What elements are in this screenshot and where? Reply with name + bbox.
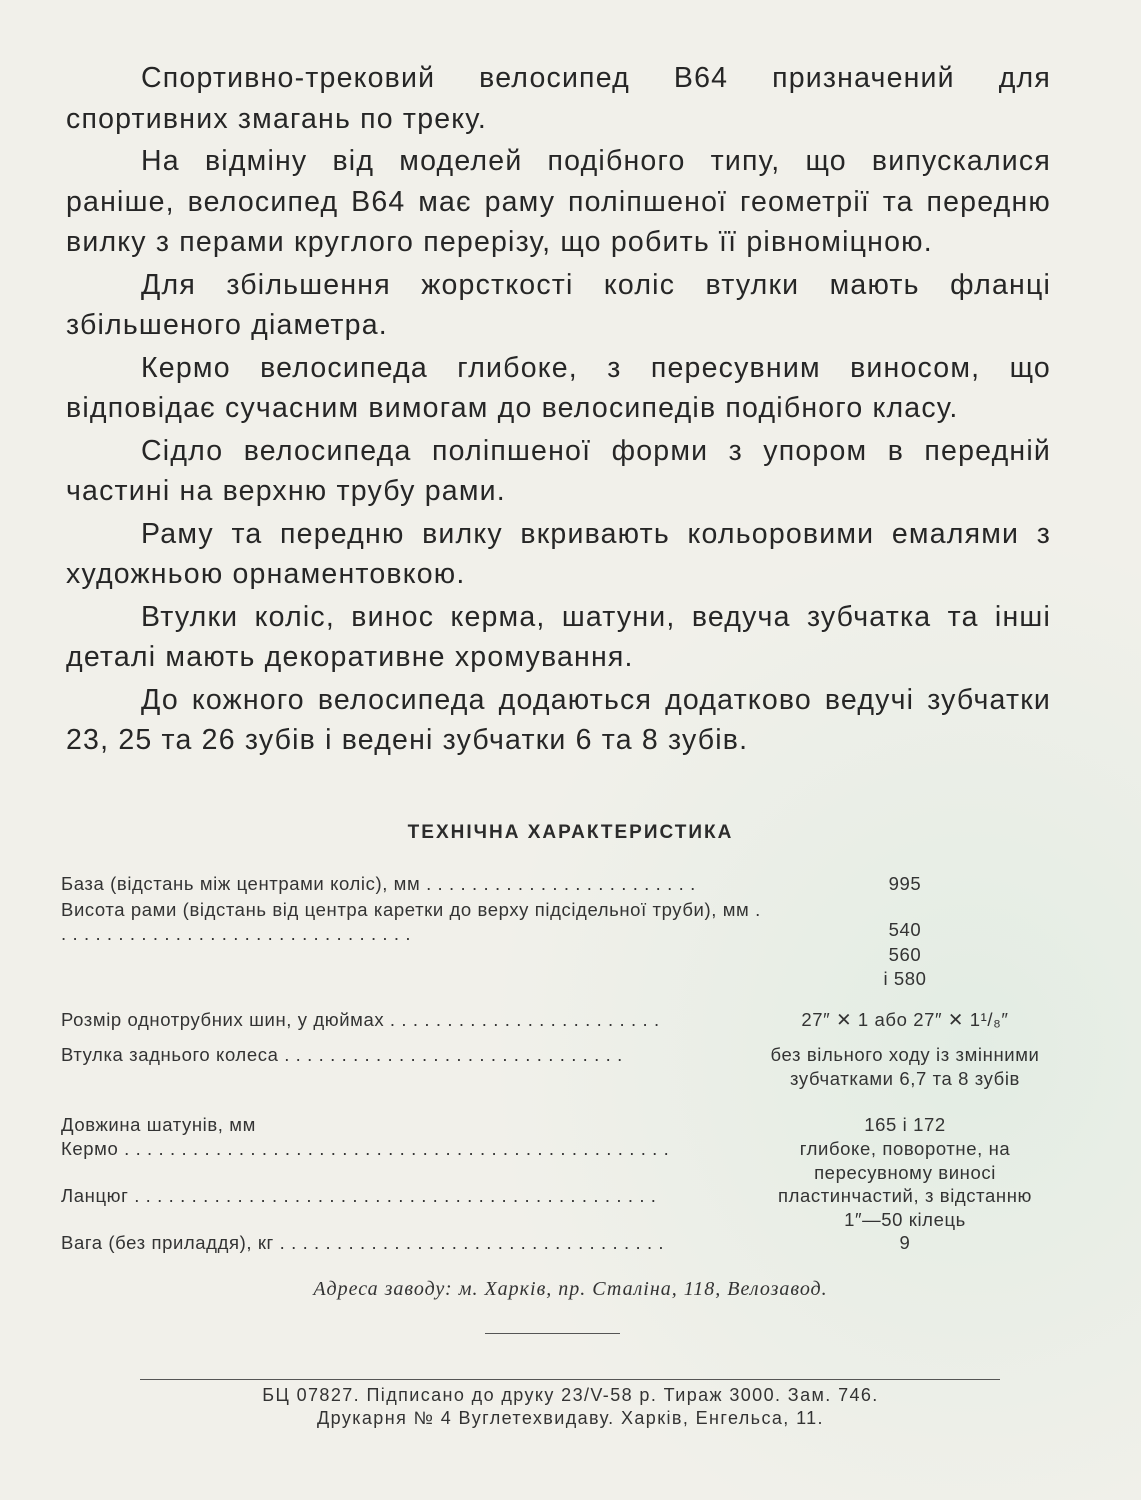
spec-label: Втулка заднього колеса . . . . . . . . . . . . . . . . . . . . . . . . . . . . . . — [61, 1044, 623, 1065]
spec-value: 540 560 і 580 — [883, 919, 927, 989]
paragraph: Раму та передню вилку вкривають кольоровими емалями з художньою орнаментовкою. — [66, 517, 1051, 590]
spec-value: пластинчастий, з відстанню 1″—50 кілець — [777, 1185, 1033, 1230]
description-text — [66, 58, 1051, 763]
spec-value: 995 — [888, 873, 922, 894]
spec-label: Довжина шатунів, мм — [61, 1114, 256, 1135]
factory-address: Адреса заводу: м. Харків, пр. Сталіна, 118, Велозавод. — [313, 1278, 828, 1300]
paragraph: Спортивно-трековий велосипед В64 призначений для спортивних змагань по треку. — [66, 62, 1051, 135]
spec-label: Висота рами (відстань від центра каретки до верху підсідельної труби), мм . . . . . . . . . . . . . . . . . . . . . . . . . . . . . . . . — [61, 899, 761, 944]
paragraph: Втулки коліс, винос керма, шатуни, ведуча зубчатка та інші деталі мають декоративне хромування. — [66, 600, 1051, 673]
spec-value: 165 і 172 — [864, 1114, 946, 1135]
imprint-line: БЦ 07827. Підписано до друку 23/V-58 р. Тираж 3000. Зам. 746. — [262, 1385, 879, 1405]
paragraph: Сідло велосипеда поліпшеної форми з упором в передній частині на верхню трубу рами. — [66, 434, 1051, 507]
spec-label: Розмір однотрубних шин, у дюймах . . . . . . . . . . . . . . . . . . . . . . . . — [61, 1009, 660, 1030]
spec-label: Вага (без приладдя), кг . . . . . . . . . . . . . . . . . . . . . . . . . . . . . . . . . . — [61, 1232, 665, 1253]
spec-value: глибоке, поворотне, на пересувному виносі — [799, 1138, 1011, 1183]
spec-label: Ланцюг . . . . . . . . . . . . . . . . . . . . . . . . . . . . . . . . . . . . . . . . . . . . . . — [61, 1185, 657, 1206]
spec-label: База (відстань між центрами коліс), мм . . . . . . . . . . . . . . . . . . . . . . . . — [61, 873, 696, 894]
paragraph: На відміну від моделей подібного типу, що випускалися раніше, велосипед В64 має раму поліпшеної геометрії та передню вилку з перами круглого перерізу, що робить її рівноміцною. — [66, 145, 1051, 258]
specs-heading: ТЕХНІЧНА ХАРАКТЕРИСТИКА — [407, 822, 734, 843]
spec-value: без вільного ходу із змінними зубчатками 6,7 та 8 зубів — [770, 1044, 1040, 1089]
spec-value: 27″ ✕ 1 або 27″ ✕ 1¹/₈″ — [801, 1009, 1009, 1030]
short-divider — [485, 1333, 620, 1334]
paragraph: Кермо велосипеда глибоке, з пересувним виносом, що відповідає сучасним вимогам до велосипедів подібного класу. — [66, 351, 1051, 424]
imprint-line: Друкарня № 4 Вуглетехвидаву. Харків, Енгельса, 11. — [317, 1408, 824, 1428]
spec-value: 9 — [899, 1232, 911, 1253]
long-divider — [140, 1379, 1000, 1380]
paragraph: До кожного велосипеда додаються додатково ведучі зубчатки 23, 25 та 26 зубів і ведені зубчатки 6 та 8 зубів. — [66, 683, 1051, 756]
paragraph: Для збільшення жорсткості коліс втулки мають фланці збільшеного діаметра. — [66, 268, 1051, 341]
spec-label: Кермо . . . . . . . . . . . . . . . . . . . . . . . . . . . . . . . . . . . . . . . . . . . . . . . . — [61, 1138, 670, 1159]
